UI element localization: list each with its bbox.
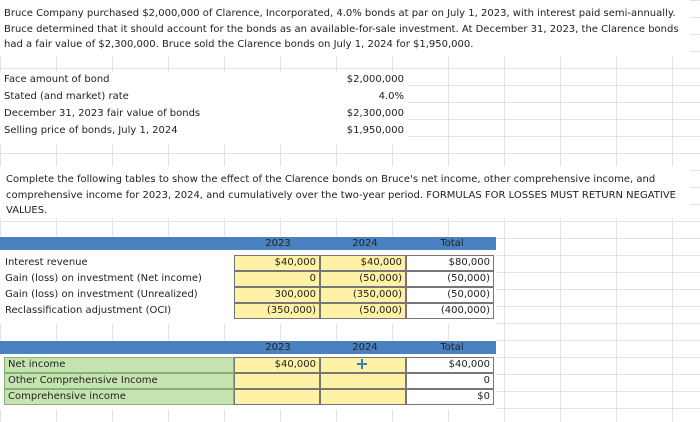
table1-header-total: Total bbox=[440, 238, 464, 249]
fair-value-value: $2,300,000 bbox=[346, 108, 404, 119]
oci-2024[interactable] bbox=[320, 373, 406, 389]
net-income-label: Net income bbox=[8, 359, 66, 370]
net-income-total[interactable]: $40,000 bbox=[406, 357, 494, 373]
reclassification-adjustment-2023[interactable]: (350,000) bbox=[234, 303, 320, 319]
income-components-table bbox=[0, 236, 496, 324]
gain-loss-net-income-2024[interactable]: (50,000) bbox=[320, 271, 406, 287]
fair-value-label: December 31, 2023 fair value of bonds bbox=[4, 108, 201, 119]
comprehensive-income-2023[interactable] bbox=[234, 389, 320, 405]
gain-loss-net-income-total[interactable]: (50,000) bbox=[406, 271, 494, 287]
oci-2023[interactable] bbox=[234, 373, 320, 389]
reclassification-adjustment-label: Reclassification adjustment (OCI) bbox=[5, 305, 172, 316]
gain-loss-unrealized-2023[interactable]: 300,000 bbox=[234, 287, 320, 303]
comprehensive-income-table bbox=[0, 340, 496, 410]
table1-header-2023: 2023 bbox=[265, 238, 291, 249]
gain-loss-unrealized-2024[interactable]: (350,000) bbox=[320, 287, 406, 303]
face-amount-value: $2,000,000 bbox=[346, 74, 404, 85]
net-income-2023[interactable]: $40,000 bbox=[234, 357, 320, 373]
gain-loss-unrealized-label: Gain (loss) on investment (Unrealized) bbox=[5, 289, 198, 300]
reclassification-adjustment-total[interactable]: (400,000) bbox=[406, 303, 494, 319]
selling-price-value: $1,950,000 bbox=[346, 125, 404, 136]
interest-revenue-2024[interactable]: $40,000 bbox=[320, 255, 406, 271]
gain-loss-net-income-2023[interactable]: 0 bbox=[234, 271, 320, 287]
stated-rate-label: Stated (and market) rate bbox=[4, 91, 129, 102]
table2-header-band bbox=[0, 341, 496, 354]
selling-price-label: Selling price of bonds, July 1, 2024 bbox=[4, 125, 178, 136]
table1-header-band bbox=[0, 237, 496, 250]
interest-revenue-total[interactable]: $80,000 bbox=[406, 255, 494, 271]
table2-header-2024: 2024 bbox=[352, 342, 378, 353]
gain-loss-net-income-label: Gain (loss) on investment (Net income) bbox=[5, 273, 202, 284]
table2-header-2023: 2023 bbox=[265, 342, 291, 353]
reclassification-adjustment-2024[interactable]: (50,000) bbox=[320, 303, 406, 319]
interest-revenue-label: Interest revenue bbox=[5, 257, 88, 268]
net-income-2024-cell[interactable] bbox=[320, 357, 406, 373]
oci-total[interactable]: 0 bbox=[406, 373, 494, 389]
table1-header-2024: 2024 bbox=[352, 238, 378, 249]
given-data-table bbox=[0, 72, 408, 144]
oci-label: Other Comprehensive Income bbox=[8, 375, 158, 386]
stated-rate-value: 4.0% bbox=[378, 91, 404, 102]
table2-header-total: Total bbox=[440, 342, 464, 353]
comprehensive-income-label: Comprehensive income bbox=[8, 391, 126, 402]
comprehensive-income-total[interactable]: $0 bbox=[406, 389, 494, 405]
plus-cursor-icon bbox=[357, 359, 367, 369]
instructions-text: Complete the following tables to show the effect of the Clarence bonds on Bruce's net income, other comprehensive income, and comprehensive income for 2023, 2024, and cumulatively over the two-year period. FORMULAS FOR LOSSES MUST RETURN NEGATIVE VALUES. bbox=[6, 174, 676, 216]
face-amount-label: Face amount of bond bbox=[4, 74, 110, 85]
comprehensive-income-2024[interactable] bbox=[320, 389, 406, 405]
problem-text: Bruce Company purchased $2,000,000 of Clarence, Incorporated, 4.0% bonds at par on July 1, 2023, with interest paid semi-annually. Bruce determined that it should account for the bonds as an available-for-sale investment. At December 31, 2023, the Clarence bonds had a fair value of $2,300,000. Bruce sold the Clarence bonds on July 1, 2024 for $1,950,000. bbox=[4, 8, 679, 50]
gain-loss-unrealized-total[interactable]: (50,000) bbox=[406, 287, 494, 303]
problem-statement bbox=[0, 0, 690, 56]
instructions bbox=[0, 166, 690, 218]
interest-revenue-2023[interactable]: $40,000 bbox=[234, 255, 320, 271]
